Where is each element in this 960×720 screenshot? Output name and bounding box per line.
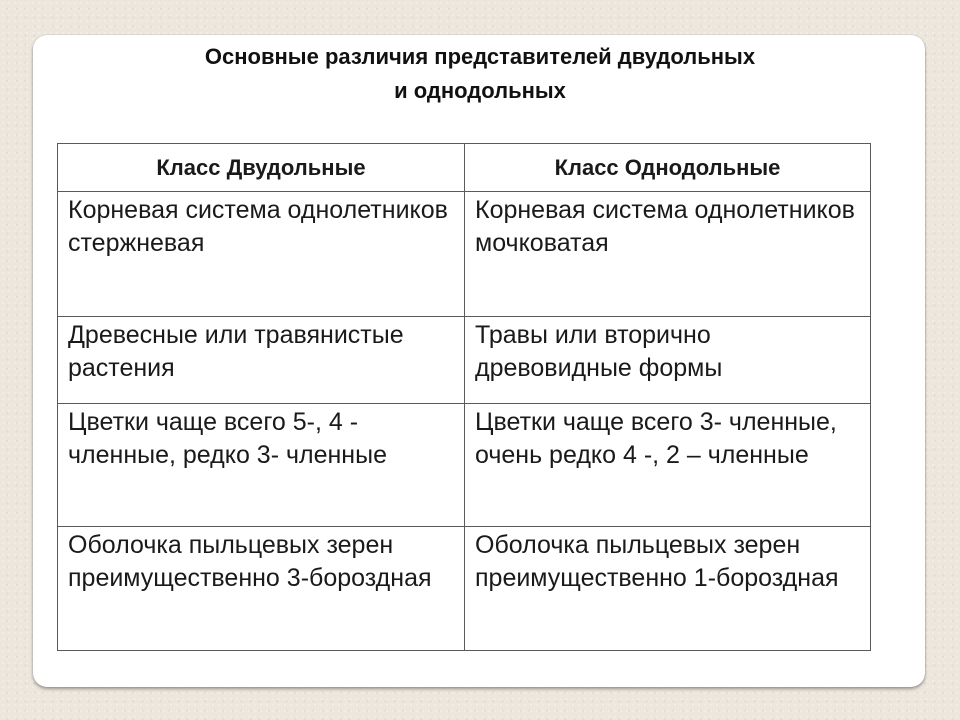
cell-monocots: Оболочка пыльцевых зерен преимущественно 1-бороздная — [465, 527, 871, 651]
table-row — [58, 404, 871, 527]
table-row — [58, 527, 871, 651]
slide-title — [0, 40, 960, 108]
table-header-row — [58, 144, 871, 192]
table-row — [58, 317, 871, 404]
header-dicots: Класс Двудольные — [58, 144, 465, 192]
header-monocots: Класс Однодольные — [465, 144, 871, 192]
title-line-1: Основные различия представителей двудольных — [204, 44, 756, 69]
cell-monocots: Цветки чаще всего 3- членные, очень редко 4 -, 2 – членные — [465, 404, 871, 527]
comparison-table — [57, 143, 871, 651]
title-line-2: и однодольных — [394, 78, 566, 103]
cell-dicots: Цветки чаще всего 5-, 4 - членные, редко 3- членные — [58, 404, 465, 527]
cell-monocots: Корневая система однолетников мочковатая — [465, 192, 871, 317]
table-row — [58, 192, 871, 317]
cell-dicots: Оболочка пыльцевых зерен преимущественно 3-бороздная — [58, 527, 465, 651]
cell-monocots: Травы или вторично древовидные формы — [465, 317, 871, 404]
cell-dicots: Корневая система однолетников стержневая — [58, 192, 465, 317]
cell-dicots: Древесные или травянистые растения — [58, 317, 465, 404]
